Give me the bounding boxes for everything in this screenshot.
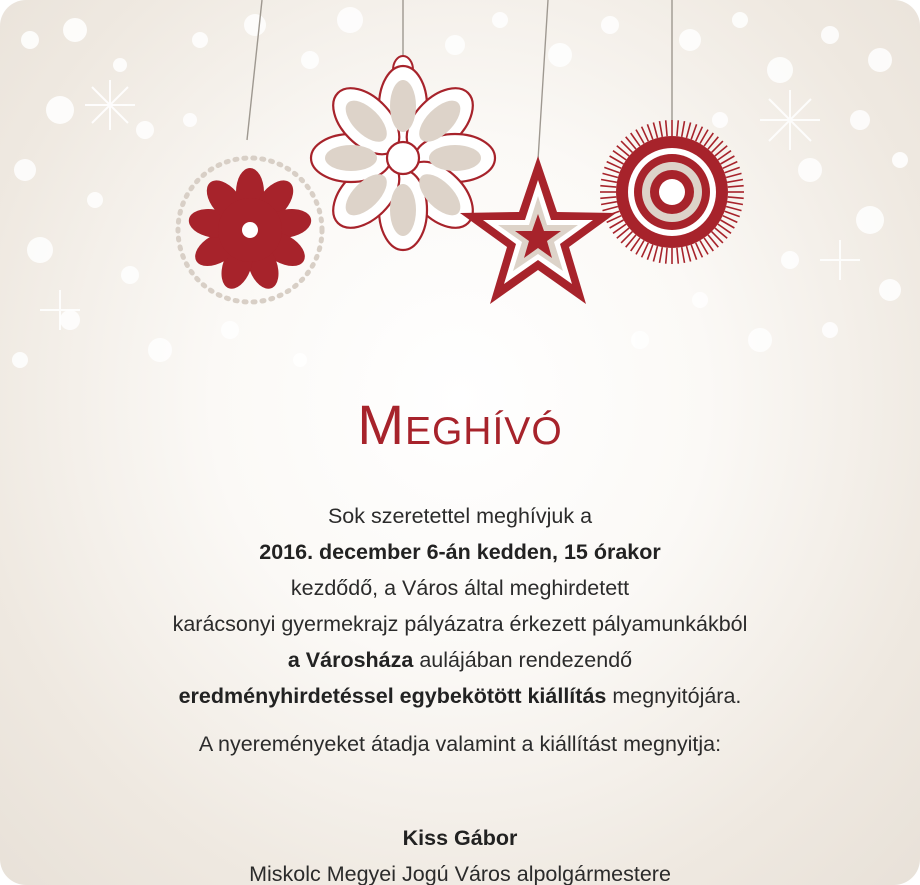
- sun-ray: [691, 245, 696, 260]
- sun-ray: [728, 197, 744, 198]
- invitation-body: [0, 498, 920, 762]
- signer-role: Miskolc Megyei Jogú Város alpolgármestere: [249, 862, 671, 885]
- sun-ornament: [600, 120, 744, 264]
- sun-ray: [660, 247, 663, 263]
- sun-ray: [696, 243, 703, 257]
- sun-ray: [723, 162, 738, 169]
- sun-ray: [600, 186, 616, 187]
- sun-ray: [653, 246, 657, 261]
- sun-ray: [725, 167, 740, 172]
- sun-ray: [687, 246, 691, 261]
- sun-ray: [642, 243, 649, 257]
- event-name: eredményhirdetéssel egybekötött kiállítás: [178, 684, 607, 708]
- sun-ray: [666, 248, 667, 264]
- date-line: [0, 534, 920, 570]
- signer-name: Kiss Gábor: [402, 826, 518, 850]
- sun-ray: [696, 127, 703, 142]
- sun-ray: [603, 207, 618, 211]
- daisy-ornament: [311, 56, 495, 250]
- venue-name: a Városháza: [287, 648, 414, 672]
- sun-ray: [603, 173, 618, 177]
- sun-ray: [600, 197, 616, 198]
- event-date-time: 2016. december 6-án kedden, 15 órakor: [259, 540, 661, 564]
- sun-ray: [723, 216, 738, 223]
- invitation-title: Meghívó: [357, 393, 563, 456]
- sun-ray: [642, 127, 649, 142]
- sun-ray: [601, 202, 617, 205]
- contest-line: karácsonyi gyermekrajz pályázatra érkezett pályamunkákból: [172, 612, 748, 636]
- sun-ray: [601, 180, 617, 183]
- sun-ray: [728, 186, 744, 187]
- sun-ray: [687, 123, 691, 138]
- presenter-intro-line: A nyereményeket átadja valamint a kiállítást megnyitja:: [198, 732, 722, 756]
- sun-ray: [682, 121, 685, 137]
- venue-rest: aulájában rendezendő: [413, 648, 633, 672]
- sun-ray: [666, 120, 667, 136]
- sun-ray: [647, 124, 652, 139]
- sun-ray: [677, 120, 678, 136]
- sun-ray: [727, 180, 743, 183]
- venue-line: [0, 642, 920, 678]
- event-rest: megnyitójára.: [606, 684, 742, 708]
- spacer: [0, 714, 920, 726]
- sun-ray: [604, 167, 619, 172]
- event-line: [0, 678, 920, 714]
- sun-ray: [725, 211, 740, 216]
- star-ornament: [460, 156, 616, 304]
- sun-ray: [607, 162, 622, 169]
- sun-ray: [682, 247, 685, 263]
- flower-ornament: [178, 158, 322, 302]
- sun-ray: [653, 123, 657, 138]
- sun-ray: [727, 202, 743, 205]
- intro-line: Sok szeretettel meghívjuk a: [327, 504, 593, 528]
- sun-ray: [660, 121, 663, 137]
- sun-ray: [726, 207, 741, 211]
- sun-ray: [677, 248, 678, 264]
- sun-ray: [726, 173, 741, 177]
- organizer-line: kezdődő, a Város által meghirdetett: [290, 576, 630, 600]
- sun-ray: [691, 124, 696, 139]
- signer-block: [0, 820, 920, 885]
- sun-ray: [647, 245, 652, 260]
- decorative-background: [0, 0, 920, 400]
